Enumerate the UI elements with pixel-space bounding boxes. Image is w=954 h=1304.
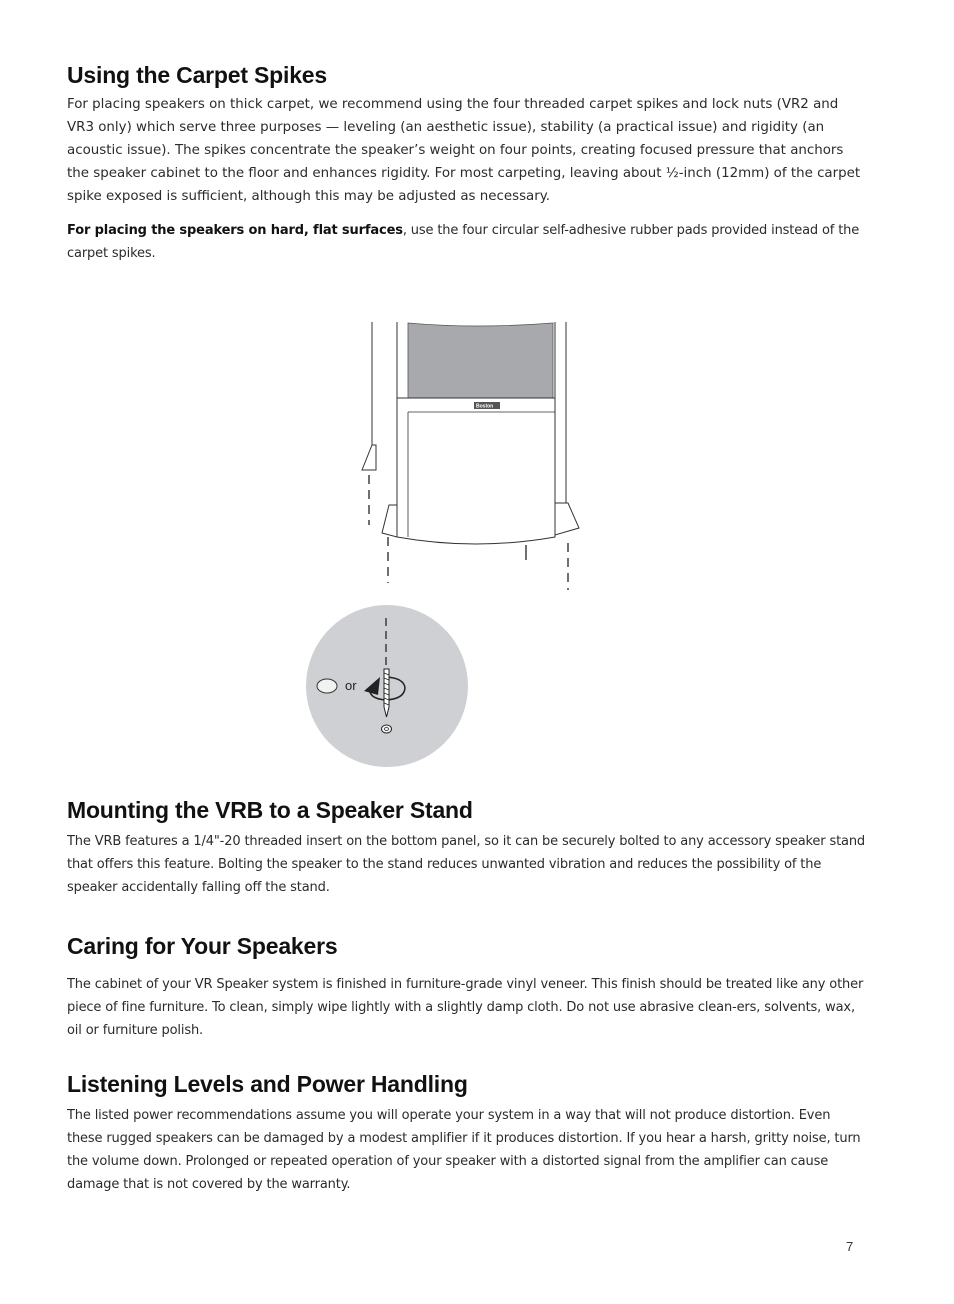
section-mounting <box>67 797 867 899</box>
paragraph-mounting: The VRB features a 1/4"-20 threaded insert on the bottom panel, so it can be securely bolted to any accessory speaker stand that offers this feature. Bolting the speaker to the stand reduces unwanted vibration and reduces the possibility of the speaker accidentally falling off the stand. <box>67 834 866 895</box>
heading-caring: Caring for Your Speakers <box>67 933 338 959</box>
rubber-pad-icon <box>317 679 337 693</box>
section-caring <box>67 933 867 1042</box>
heading-carpet-spikes: Using the Carpet Spikes <box>67 62 327 88</box>
paragraph-hard-surfaces <box>67 219 867 265</box>
lock-nut-icon <box>382 725 392 733</box>
brand-badge-text: Boston <box>476 403 494 410</box>
section-listening <box>67 1071 867 1196</box>
heading-listening: Listening Levels and Power Handling <box>67 1071 468 1097</box>
rear-foot-icon <box>362 445 376 470</box>
heading-mounting: Mounting the VRB to a Speaker Stand <box>67 797 473 823</box>
or-label: or <box>345 678 357 693</box>
paragraph-listening: The listed power recommendations assume you will operate your system in a way that will not produce distortion. Even these rugged speakers can be damaged by a modest amplifier if it produces distortion. If you hear a harsh, gritty noise, turn the volume down. Prolonged or repeated operation of your speaker with a distorted signal from the amplifier can cause damage that is not covered by the warranty. <box>67 1108 861 1192</box>
hard-surfaces-lead: For placing the speakers on hard, flat surfaces <box>67 223 403 238</box>
hard-surfaces-rest: , use the four circular self-adhesive rubber pads provided instead of the carpet spikes. <box>67 223 860 261</box>
front-right-foot-icon <box>555 503 579 535</box>
paragraph-carpet-spikes: For placing speakers on thick carpet, we recommend using the four threaded carpet spikes and lock nuts (VR2 and VR3 only) which serve three purposes — leveling (an aesthetic issue), stability (a practical issue) and rigidity (an acoustic issue). The spikes concentrate the speaker’s weight on four points, creating focused pressure that anchors the speaker cabinet to the floor and enhances rigidity. For most carpeting, leaving about ½-inch (12mm) of the carpet spike exposed is sufficient, although this may be adjusted as necessary. <box>67 97 861 204</box>
page-number: 7 <box>846 1239 854 1254</box>
paragraph-caring: The cabinet of your VR Speaker system is finished in furniture-grade vinyl veneer. This finish should be treated like any other piece of fine furniture. To clean, simply wipe lightly with a slightly damp cloth. Do not use abrasive clean-ers, solvents, wax, oil or furniture polish. <box>67 977 864 1038</box>
speaker-grille <box>408 323 553 398</box>
front-left-foot-icon <box>382 505 397 537</box>
speaker-spike-illustration <box>300 315 600 775</box>
section-carpet-spikes <box>67 62 867 265</box>
